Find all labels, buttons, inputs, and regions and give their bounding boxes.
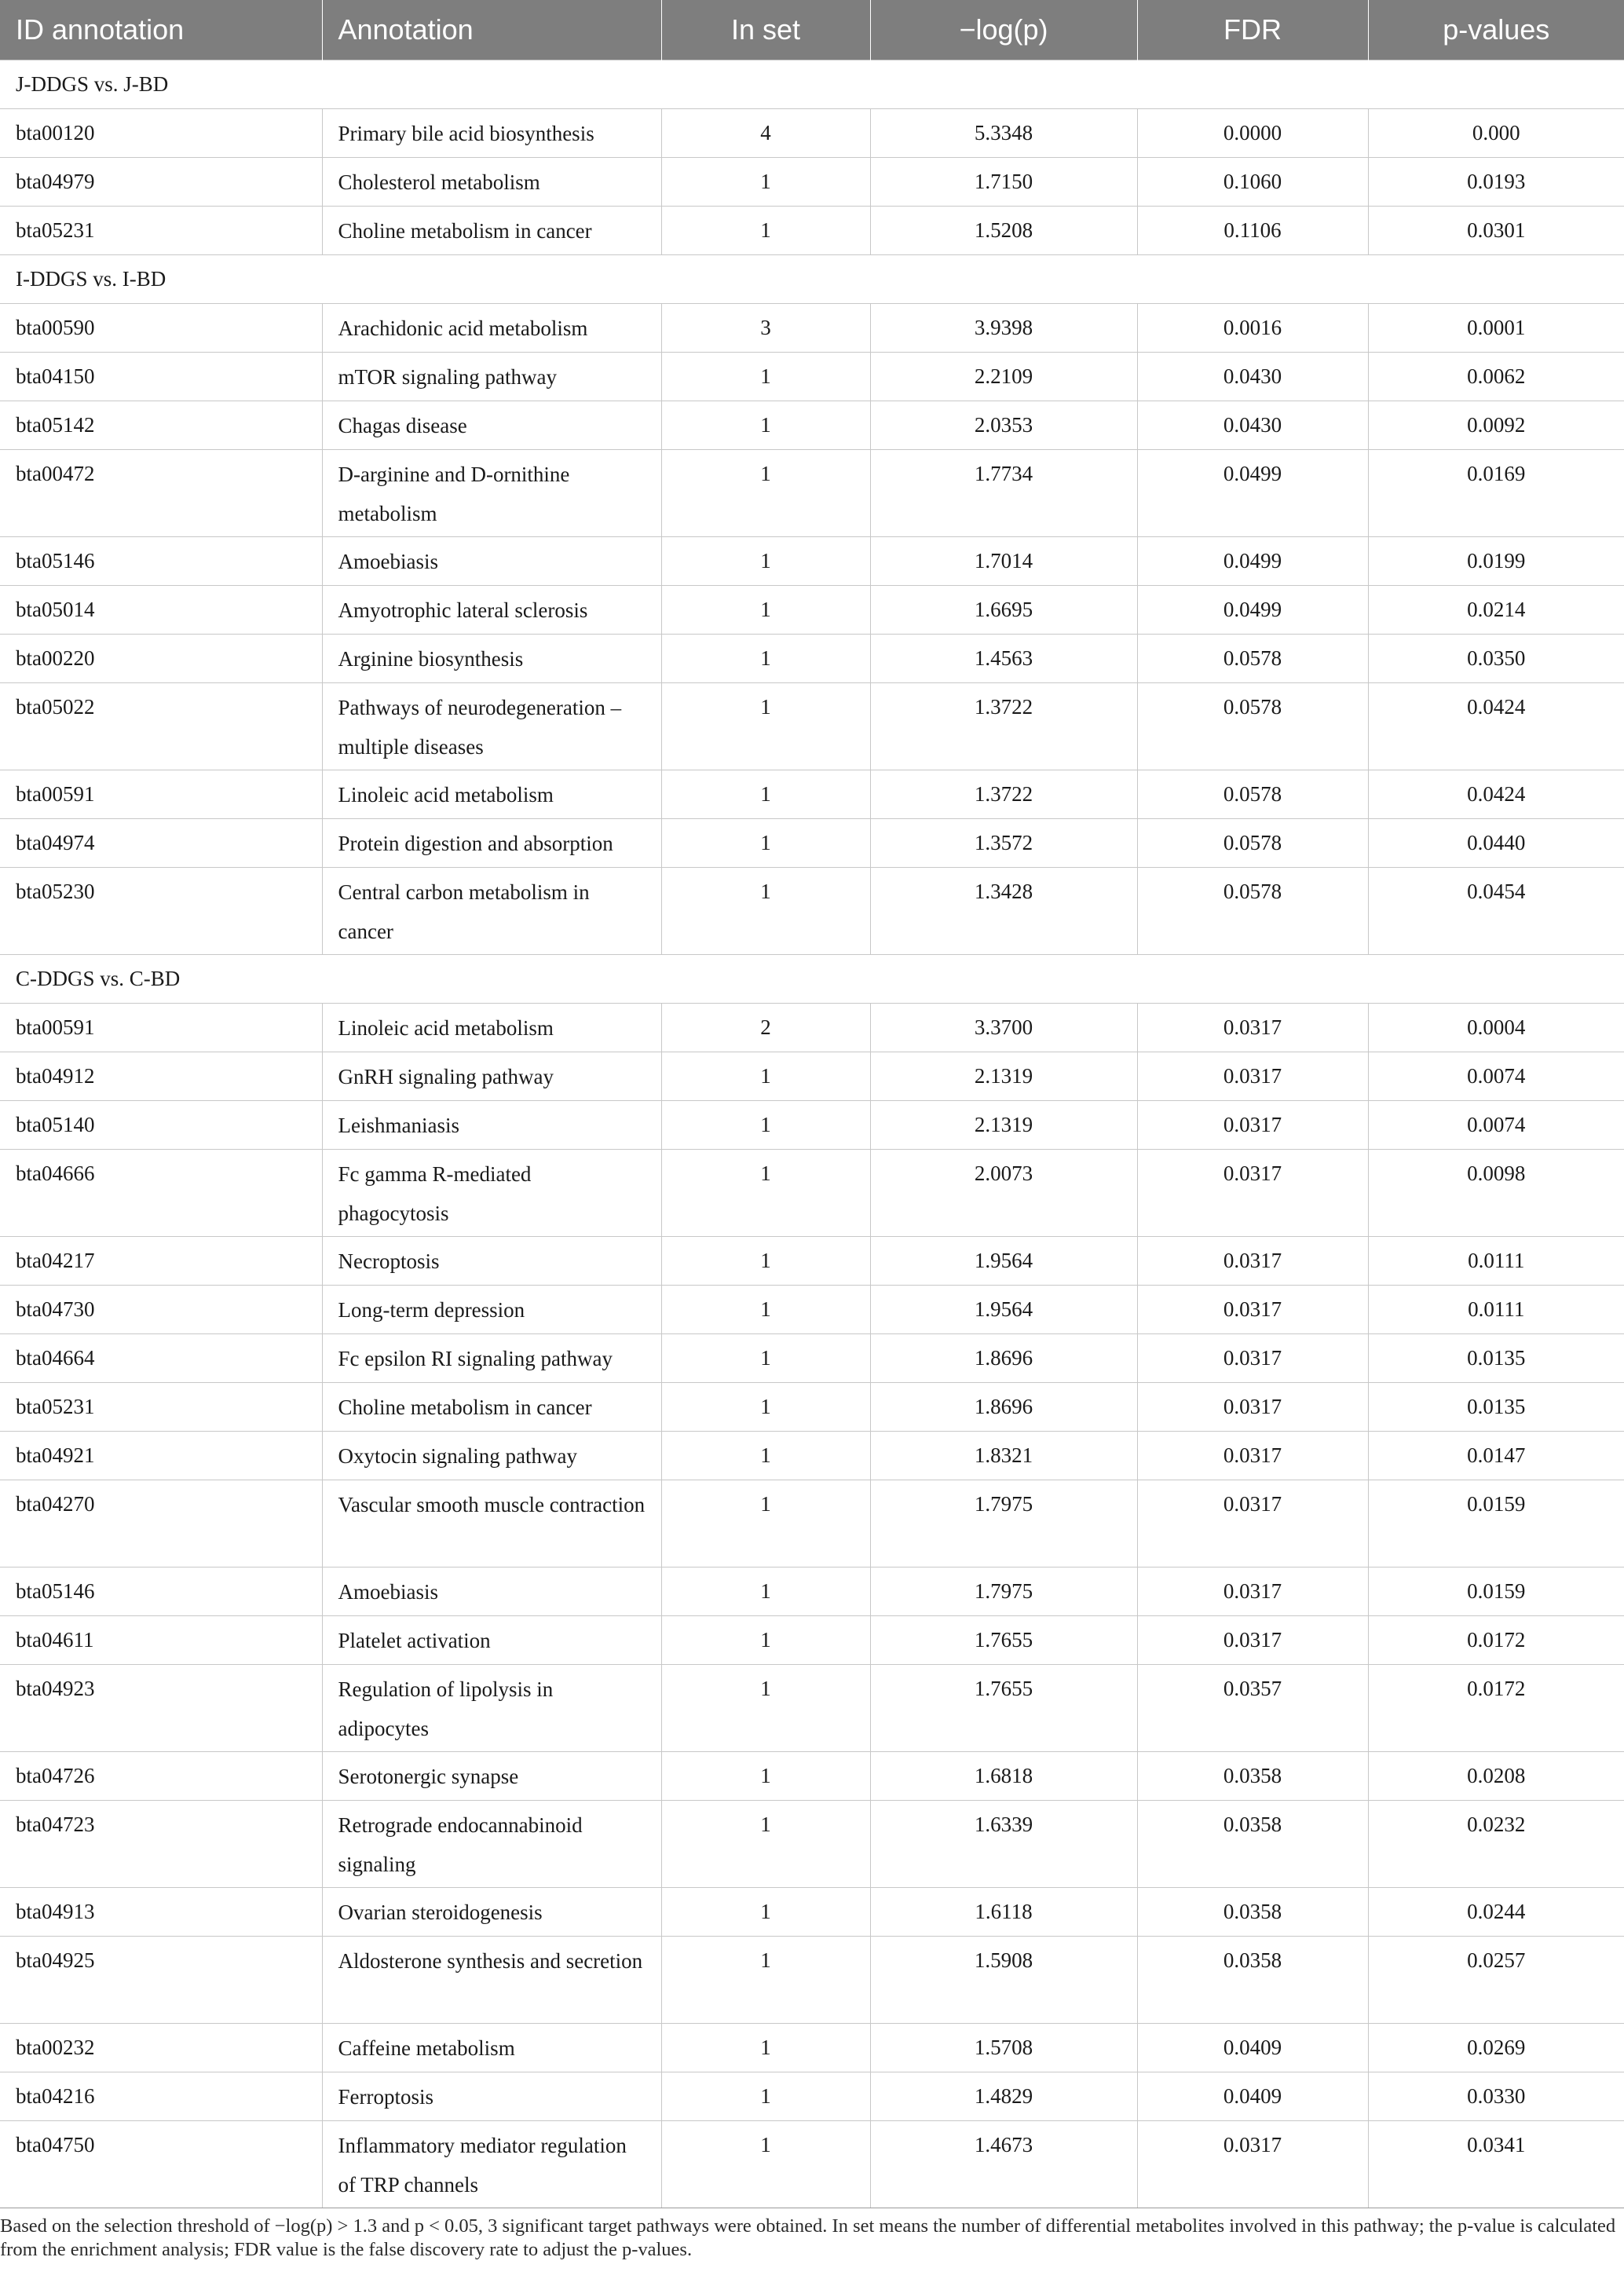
cell-p-value: 0.0440 [1368,818,1624,867]
cell-annotation: Amoebiasis [322,1567,661,1615]
table-row [0,634,1624,682]
cell-in-set: 1 [661,1149,870,1236]
cell-fdr: 0.0317 [1137,1003,1368,1052]
cell-in-set: 4 [661,108,870,157]
cell-p-value: 0.0454 [1368,867,1624,954]
cell-neg-log-p: 1.4829 [870,2072,1137,2120]
cell-id: bta04979 [0,157,322,206]
cell-neg-log-p: 1.7655 [870,1664,1137,1751]
cell-annotation: Central carbon metabolism in cancer [322,867,661,954]
cell-id: bta04730 [0,1285,322,1333]
table-row [0,770,1624,818]
table-row [0,818,1624,867]
table-row [0,157,1624,206]
cell-p-value: 0.0092 [1368,401,1624,449]
cell-p-value: 0.0159 [1368,1480,1624,1567]
cell-neg-log-p: 3.3700 [870,1003,1137,1052]
cell-fdr: 0.0358 [1137,1751,1368,1800]
cell-fdr: 0.0317 [1137,1382,1368,1431]
cell-neg-log-p: 1.5708 [870,2023,1137,2072]
cell-p-value: 0.0111 [1368,1236,1624,1285]
cell-annotation: Chagas disease [322,401,661,449]
cell-annotation: Leishmaniasis [322,1100,661,1149]
cell-annotation: Fc epsilon RI signaling pathway [322,1333,661,1382]
cell-neg-log-p: 1.7975 [870,1480,1137,1567]
cell-id: bta05140 [0,1100,322,1149]
cell-in-set: 3 [661,303,870,352]
cell-annotation: mTOR signaling pathway [322,352,661,401]
cell-in-set: 2 [661,1003,870,1052]
cell-fdr: 0.0317 [1137,1567,1368,1615]
cell-fdr: 0.0430 [1137,352,1368,401]
cell-fdr: 0.0317 [1137,1480,1368,1567]
table-row [0,449,1624,536]
cell-id: bta04726 [0,1751,322,1800]
table-row [0,2023,1624,2072]
header-in-set: In set [661,0,870,60]
cell-annotation: Pathways of neurodegeneration – multiple diseases [322,682,661,770]
cell-in-set: 1 [661,1664,870,1751]
group-header-row [0,254,1624,303]
cell-id: bta00590 [0,303,322,352]
cell-id: bta04974 [0,818,322,867]
cell-p-value: 0.0135 [1368,1333,1624,1382]
cell-neg-log-p: 1.6339 [870,1800,1137,1887]
table-row [0,585,1624,634]
cell-id: bta00591 [0,770,322,818]
table-footnote: Based on the selection threshold of −log(p) > 1.3 and p < 0.05, 3 significant target pathways were obtained. In set means the number of differential metabolites involved in this pathway; the p-value is calculated from the enrichment analysis; FDR value is the false discovery rate to adjust the p-values. [0,2215,1616,2260]
cell-fdr: 0.0578 [1137,634,1368,682]
cell-annotation: Linoleic acid metabolism [322,770,661,818]
cell-p-value: 0.0062 [1368,352,1624,401]
cell-annotation: Necroptosis [322,1236,661,1285]
cell-p-value: 0.0074 [1368,1100,1624,1149]
cell-id: bta04723 [0,1800,322,1887]
cell-annotation: Choline metabolism in cancer [322,1382,661,1431]
cell-p-value: 0.0074 [1368,1052,1624,1100]
cell-neg-log-p: 1.6118 [870,1887,1137,1936]
cell-annotation: Caffeine metabolism [322,2023,661,2072]
cell-neg-log-p: 1.3722 [870,770,1137,818]
table-row [0,682,1624,770]
table-row [0,1382,1624,1431]
cell-p-value: 0.0424 [1368,770,1624,818]
cell-id: bta00120 [0,108,322,157]
cell-annotation: Cholesterol metabolism [322,157,661,206]
table-row [0,867,1624,954]
cell-fdr: 0.0578 [1137,682,1368,770]
cell-id: bta00591 [0,1003,322,1052]
cell-annotation: Oxytocin signaling pathway [322,1431,661,1480]
cell-in-set: 1 [661,1567,870,1615]
cell-p-value: 0.0199 [1368,536,1624,585]
table-row [0,1800,1624,1887]
cell-p-value: 0.0193 [1368,157,1624,206]
cell-in-set: 1 [661,1382,870,1431]
cell-fdr: 0.0578 [1137,867,1368,954]
cell-p-value: 0.0147 [1368,1431,1624,1480]
cell-in-set: 1 [661,1285,870,1333]
cell-p-value: 0.0111 [1368,1285,1624,1333]
cell-annotation: Vascular smooth muscle contraction [322,1480,661,1567]
cell-fdr: 0.0317 [1137,1236,1368,1285]
cell-in-set: 1 [661,585,870,634]
cell-fdr: 0.0578 [1137,818,1368,867]
cell-annotation: Inflammatory mediator regulation of TRP channels [322,2120,661,2208]
cell-id: bta04217 [0,1236,322,1285]
cell-annotation: D-arginine and D-ornithine metabolism [322,449,661,536]
cell-in-set: 1 [661,157,870,206]
cell-annotation: Protein digestion and absorption [322,818,661,867]
cell-fdr: 0.0499 [1137,585,1368,634]
header-id-annotation: ID annotation [0,0,322,60]
cell-in-set: 1 [661,1236,870,1285]
cell-fdr: 0.0409 [1137,2023,1368,2072]
cell-annotation: Platelet activation [322,1615,661,1664]
cell-annotation: GnRH signaling pathway [322,1052,661,1100]
cell-id: bta05146 [0,1567,322,1615]
cell-in-set: 1 [661,1936,870,2023]
cell-in-set: 1 [661,1887,870,1936]
cell-in-set: 1 [661,2023,870,2072]
cell-p-value: 0.0172 [1368,1615,1624,1664]
cell-annotation: Amyotrophic lateral sclerosis [322,585,661,634]
cell-neg-log-p: 2.1319 [870,1100,1137,1149]
cell-neg-log-p: 1.9564 [870,1285,1137,1333]
cell-id: bta05231 [0,206,322,254]
cell-id: bta04666 [0,1149,322,1236]
cell-in-set: 1 [661,1431,870,1480]
cell-annotation: Primary bile acid biosynthesis [322,108,661,157]
cell-fdr: 0.0430 [1137,401,1368,449]
cell-id: bta04664 [0,1333,322,1382]
cell-annotation: Long-term depression [322,1285,661,1333]
group-header-row [0,60,1624,108]
cell-neg-log-p: 1.7014 [870,536,1137,585]
table-row [0,2120,1624,2208]
cell-in-set: 1 [661,770,870,818]
cell-fdr: 0.0409 [1137,2072,1368,2120]
cell-in-set: 1 [661,2120,870,2208]
cell-fdr: 0.0317 [1137,1615,1368,1664]
cell-in-set: 1 [661,1333,870,1382]
cell-annotation: Fc gamma R-mediated phagocytosis [322,1149,661,1236]
table-row [0,1936,1624,2023]
cell-p-value: 0.0350 [1368,634,1624,682]
cell-p-value: 0.0001 [1368,303,1624,352]
cell-annotation: Linoleic acid metabolism [322,1003,661,1052]
cell-id: bta00472 [0,449,322,536]
table-row [0,303,1624,352]
cell-neg-log-p: 2.1319 [870,1052,1137,1100]
cell-in-set: 1 [661,401,870,449]
cell-neg-log-p: 1.8696 [870,1333,1137,1382]
cell-neg-log-p: 1.3722 [870,682,1137,770]
header-fdr: FDR [1137,0,1368,60]
cell-neg-log-p: 3.9398 [870,303,1137,352]
cell-p-value: 0.0244 [1368,1887,1624,1936]
table-row [0,1333,1624,1382]
cell-fdr: 0.0499 [1137,449,1368,536]
cell-in-set: 1 [661,1100,870,1149]
cell-neg-log-p: 1.3572 [870,818,1137,867]
cell-fdr: 0.0358 [1137,1887,1368,1936]
cell-p-value: 0.000 [1368,108,1624,157]
table-row [0,1480,1624,1567]
cell-p-value: 0.0098 [1368,1149,1624,1236]
cell-in-set: 1 [661,1751,870,1800]
cell-id: bta05231 [0,1382,322,1431]
cell-fdr: 0.0358 [1137,1800,1368,1887]
cell-id: bta04750 [0,2120,322,2208]
table-row [0,1052,1624,1100]
cell-id: bta04921 [0,1431,322,1480]
cell-neg-log-p: 1.8321 [870,1431,1137,1480]
header-annotation: Annotation [322,0,661,60]
cell-neg-log-p: 2.0073 [870,1149,1137,1236]
cell-id: bta04923 [0,1664,322,1751]
cell-p-value: 0.0301 [1368,206,1624,254]
cell-id: bta05146 [0,536,322,585]
cell-fdr: 0.0000 [1137,108,1368,157]
cell-neg-log-p: 1.5208 [870,206,1137,254]
cell-neg-log-p: 2.0353 [870,401,1137,449]
cell-in-set: 1 [661,2072,870,2120]
cell-neg-log-p: 1.4563 [870,634,1137,682]
cell-p-value: 0.0341 [1368,2120,1624,2208]
cell-in-set: 1 [661,634,870,682]
cell-neg-log-p: 1.6695 [870,585,1137,634]
cell-fdr: 0.1106 [1137,206,1368,254]
cell-p-value: 0.0269 [1368,2023,1624,2072]
cell-in-set: 1 [661,1800,870,1887]
cell-annotation: Ferroptosis [322,2072,661,2120]
cell-in-set: 1 [661,536,870,585]
table-row [0,108,1624,157]
group-label: I-DDGS vs. I-BD [0,254,1624,303]
header-row [0,0,1624,60]
cell-annotation: Serotonergic synapse [322,1751,661,1800]
cell-id: bta00220 [0,634,322,682]
cell-id: bta04611 [0,1615,322,1664]
cell-annotation: Ovarian steroidogenesis [322,1887,661,1936]
cell-neg-log-p: 1.7655 [870,1615,1137,1664]
group-label: J-DDGS vs. J-BD [0,60,1624,108]
cell-annotation: Amoebiasis [322,536,661,585]
cell-id: bta04216 [0,2072,322,2120]
cell-in-set: 1 [661,1480,870,1567]
table-body [0,60,1624,2208]
cell-p-value: 0.0232 [1368,1800,1624,1887]
cell-neg-log-p: 1.6818 [870,1751,1137,1800]
cell-fdr: 0.0499 [1137,536,1368,585]
table-row [0,536,1624,585]
cell-fdr: 0.0578 [1137,770,1368,818]
group-label: C-DDGS vs. C-BD [0,954,1624,1003]
cell-id: bta04270 [0,1480,322,1567]
table-row [0,1431,1624,1480]
cell-neg-log-p: 1.7734 [870,449,1137,536]
cell-fdr: 0.0317 [1137,2120,1368,2208]
cell-in-set: 1 [661,352,870,401]
table-row [0,352,1624,401]
cell-fdr: 0.0357 [1137,1664,1368,1751]
group-header-row [0,954,1624,1003]
table-row [0,1236,1624,1285]
cell-neg-log-p: 1.5908 [870,1936,1137,2023]
cell-id: bta05230 [0,867,322,954]
cell-id: bta05022 [0,682,322,770]
table-row [0,1567,1624,1615]
cell-id: bta04925 [0,1936,322,2023]
cell-neg-log-p: 1.7150 [870,157,1137,206]
cell-fdr: 0.0317 [1137,1100,1368,1149]
cell-in-set: 1 [661,1052,870,1100]
cell-p-value: 0.0424 [1368,682,1624,770]
table-row [0,2072,1624,2120]
table-row [0,1100,1624,1149]
cell-fdr: 0.0317 [1137,1052,1368,1100]
cell-p-value: 0.0330 [1368,2072,1624,2120]
cell-fdr: 0.0317 [1137,1285,1368,1333]
cell-fdr: 0.0016 [1137,303,1368,352]
cell-id: bta04913 [0,1887,322,1936]
cell-neg-log-p: 1.9564 [870,1236,1137,1285]
cell-in-set: 1 [661,206,870,254]
cell-neg-log-p: 1.7975 [870,1567,1137,1615]
cell-p-value: 0.0214 [1368,585,1624,634]
cell-fdr: 0.0317 [1137,1431,1368,1480]
header-p-values: p-values [1368,0,1624,60]
table-row [0,1615,1624,1664]
cell-annotation: Choline metabolism in cancer [322,206,661,254]
cell-id: bta00232 [0,2023,322,2072]
cell-neg-log-p: 1.4673 [870,2120,1137,2208]
cell-annotation: Retrograde endocannabinoid signaling [322,1800,661,1887]
cell-in-set: 1 [661,449,870,536]
cell-id: bta05142 [0,401,322,449]
cell-id: bta05014 [0,585,322,634]
cell-p-value: 0.0159 [1368,1567,1624,1615]
cell-neg-log-p: 1.8696 [870,1382,1137,1431]
cell-annotation: Regulation of lipolysis in adipocytes [322,1664,661,1751]
cell-p-value: 0.0208 [1368,1751,1624,1800]
cell-p-value: 0.0257 [1368,1936,1624,2023]
header-neg-log-p: −log(p) [870,0,1137,60]
cell-fdr: 0.1060 [1137,157,1368,206]
cell-in-set: 1 [661,867,870,954]
cell-fdr: 0.0317 [1137,1333,1368,1382]
cell-annotation: Arginine biosynthesis [322,634,661,682]
cell-in-set: 1 [661,682,870,770]
cell-p-value: 0.0004 [1368,1003,1624,1052]
cell-neg-log-p: 1.3428 [870,867,1137,954]
table-row [0,206,1624,254]
table-row [0,401,1624,449]
cell-fdr: 0.0317 [1137,1149,1368,1236]
cell-id: bta04912 [0,1052,322,1100]
cell-p-value: 0.0169 [1368,449,1624,536]
cell-in-set: 1 [661,818,870,867]
table-row [0,1285,1624,1333]
cell-p-value: 0.0172 [1368,1664,1624,1751]
cell-neg-log-p: 5.3348 [870,108,1137,157]
cell-in-set: 1 [661,1615,870,1664]
cell-annotation: Aldosterone synthesis and secretion [322,1936,661,2023]
table-row [0,1751,1624,1800]
cell-annotation: Arachidonic acid metabolism [322,303,661,352]
cell-p-value: 0.0135 [1368,1382,1624,1431]
table-row [0,1149,1624,1236]
table-row [0,1664,1624,1751]
table-row [0,1887,1624,1936]
table-row [0,1003,1624,1052]
cell-neg-log-p: 2.2109 [870,352,1137,401]
cell-id: bta04150 [0,352,322,401]
cell-fdr: 0.0358 [1137,1936,1368,2023]
